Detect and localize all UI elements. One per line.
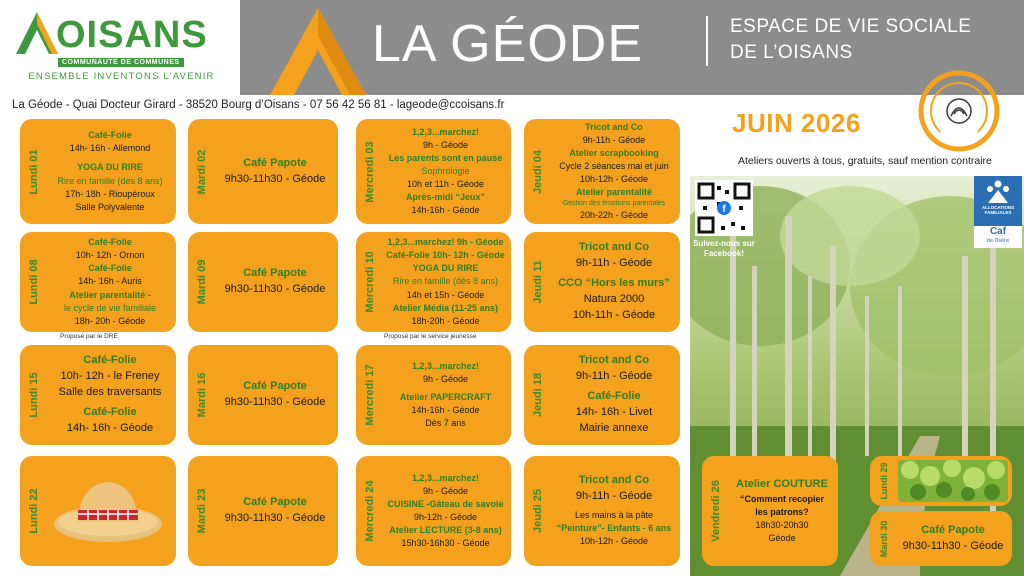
event-title: Café-Folie [587,390,641,403]
day-label: Jeudi 04 [532,149,544,194]
event-time: 9h-11h - Géode [575,257,653,270]
event-detail: Natura 2000 [583,292,645,305]
event-time: 9h30-11h30 - Géode [224,172,326,185]
event-time: 10h-12h - Géode [579,536,649,547]
caf-allocations-text: ALLOCATIONS FAMILIALES [981,205,1015,215]
event-time: 9h30-11h30 - Géode [224,283,326,295]
event-title: Café Papote [243,267,307,280]
day-card-vendredi-26 [702,456,838,566]
day-label: Vendredi 26 [710,480,722,542]
event-title: Atelier parentalité - [69,289,151,300]
event-time: 15h30-16h30 - Géode [401,538,490,549]
day-label: Jeudi 11 [532,260,544,304]
day-label: Lundi 22 [28,488,40,534]
event-detail: le cycle de vie familiale [63,302,157,313]
header-subtitle-line1: ESPACE DE VIE SOCIALE [730,16,972,37]
day-card-mardi-23 [188,456,338,566]
day-card-lundi-08 [20,232,176,332]
day-card-jeudi-11 [524,232,680,332]
day-label: Lundi 29 [879,462,889,500]
event-time: 14h- 16h - Auris [78,276,142,287]
qr-code-icon [695,180,753,236]
event-time: 9h-11h - Géode [575,370,653,383]
event-time: 9h-11h - Géode [575,490,653,503]
page-title: LA GÉODE [372,15,643,73]
event-time: 9h30-11h30 - Géode [224,512,326,524]
day-card-lundi-15 [20,345,176,445]
day-card-mercredi-24 [356,456,511,566]
event-time: 18h30-20h30 [755,519,809,530]
event-title: Atelier PAPERCRAFT [399,391,492,402]
event-time: 20h-22h - Géode [579,210,649,221]
header-subtitle-line2: DE L’OISANS [730,42,853,63]
event-title: Café-Folie [88,130,132,141]
event-time: 9h - Géode [422,139,469,150]
event-location: Salle Polyvalente [75,201,145,212]
event-time: 14h-16h - Géode [411,205,480,216]
day-card-mercredi-10 [356,232,511,332]
day-card-mardi-30 [870,511,1012,566]
day-card-mardi-16 [188,345,338,445]
event-title: 1,2,3...marchez! 9h - Géode [387,237,504,248]
event-title: Café Papote [243,156,307,169]
event-location: Géode [768,533,796,544]
straw-hat-icon [52,474,164,546]
event-title: 1,2,3...marchez! [411,472,480,483]
caf-name: Caf [989,226,1007,237]
event-detail: “Peinture”- Enfants - 6 ans [556,523,672,534]
day-card-jeudi-04 [524,119,680,224]
day-card-mercredi-17 [356,345,511,445]
event-time: 10h et 11h - Géode [407,179,484,190]
event-detail: Sophrologie [421,165,470,176]
geode-circle-logo [918,70,1000,152]
plants-image [898,460,1008,502]
day-card-lundi-22 [20,456,176,566]
event-time: 9h30-11h30 - Géode [902,539,1004,552]
event-time: 9h-11h - Géode [582,134,646,145]
event-title: Tricot and Co [578,474,650,487]
month-title: JUIN 2026 [732,108,861,138]
event-detail: les patrons? [755,506,809,517]
event-time: 14h- 16h - Allemond [69,143,151,154]
day-label: Mardi 09 [196,259,208,305]
event-time: 9h - Géode [422,485,469,496]
facebook-follow-text: Suivez-nous sur Facebook! [693,239,755,258]
event-location: Salle des traversants [58,386,162,399]
event-time: 14h- 16h - Livet [575,405,653,418]
facebook-qr-code[interactable] [695,180,753,236]
event-time: 14h et 15h - Géode [406,289,485,300]
event-note: Proposé par le service jeunesse [384,333,477,340]
event-detail: Gestion des émotions parentales [562,200,666,208]
caf-region: de l'Isère [986,238,1010,244]
event-title: Après-midi “Jeux” [405,192,486,203]
event-title: Atelier COUTURE [736,477,828,490]
event-time: 9h30-11h30 - Géode [224,396,326,408]
event-title: Atelier parentalité [575,187,653,197]
event-title: Atelier LECTURE (3-8 ans) [389,525,502,536]
event-time: 9h - Géode [422,373,469,384]
event-detail: Dès 7 ans [425,418,466,429]
caf-logo [974,176,1022,248]
event-title: YOGA DU RIRE [77,162,143,173]
event-title: Café-Folie [83,354,137,367]
oisans-mountain-icon [14,8,60,56]
event-title: Atelier Média (11-25 ans) [392,302,499,313]
ateliers-notice: Ateliers ouverts à tous, gratuits, sauf mention contraire [738,155,992,167]
contact-address: La Géode - Quai Docteur Girard - 38520 Bourg d’Oisans - 07 56 42 56 81 - lageode@ccoisans.fr [12,99,505,111]
day-label: Lundi 08 [28,259,40,305]
event-title: Tricot and Co [578,354,650,367]
event-title: Café Papote [921,523,985,536]
event-time: 14h- 16h - Géode [66,421,154,434]
day-label: Mercredi 17 [364,364,376,426]
oisans-name: OISANS [56,14,208,56]
day-label: Mercredi 24 [364,480,376,542]
day-label: Mardi 30 [879,520,889,557]
event-title: Café-Folie [88,263,132,274]
event-title: Tricot and Co [585,121,643,132]
day-label: Lundi 15 [28,372,40,418]
event-time: 14h-16h - Géode [411,405,480,416]
svg-text:f: f [722,204,726,215]
event-time: 17h- 18h - Rioupéroux [65,188,155,199]
family-icon [984,179,1012,205]
event-title: Café-Folie [88,237,132,248]
day-card-jeudi-18 [524,345,680,445]
event-title: Atelier scrapbooking [569,147,659,158]
day-card-mercredi-03 [356,119,511,224]
event-title: Café-Folie [83,405,137,418]
day-label: Mardi 16 [196,372,208,418]
event-time: 9h-12h - Géode [413,512,478,522]
day-label: Mardi 23 [196,488,208,534]
oisans-logo [14,4,229,90]
day-card-mardi-09 [188,232,338,332]
event-title: 1,2,3...marchez! [411,360,480,371]
geode-mountain-icon [240,0,380,95]
event-title: Café Papote [243,496,307,509]
day-card-lundi-29 [870,456,1012,506]
event-detail: Rire en famille (dès 8 ans) [57,175,163,186]
event-title: Les parents sont en pause [388,152,503,163]
event-note: Proposé par le DRE [60,333,118,340]
event-title: Café-Folie 10h- 12h - Géode [386,250,505,261]
day-card-jeudi-25 [524,456,680,566]
day-label: Mercredi 03 [364,140,376,203]
event-title: Tricot and Co [578,241,650,254]
event-detail: Rire en famille (dès 8 ans) [392,276,499,287]
day-label: Mardi 02 [196,149,208,194]
event-title: YOGA DU RIRE [412,263,479,274]
day-card-mardi-02 [188,119,338,224]
oisans-subtitle: COMMUNAUTÉ DE COMMUNES [58,58,184,67]
event-time: 10h- 12h - Ornon [75,250,145,261]
event-detail: “Comment recopier [739,493,825,504]
event-title: CCO “Hors les murs” [558,277,670,290]
event-title: Café Papote [243,380,307,393]
day-label: Jeudi 25 [532,488,544,534]
day-label: Lundi 01 [28,148,40,195]
event-time: 10h-12h - Géode [579,173,649,184]
event-time: 18h-20h - Géode [411,315,480,326]
event-title: Les mains à la pâte [574,510,654,521]
day-label: Jeudi 18 [532,372,544,418]
event-time: 18h- 20h - Géode [74,315,146,326]
event-title: 1,2,3...marchez! [411,126,480,137]
header-divider [706,16,708,66]
event-location: Mairie annexe [579,421,649,434]
day-card-lundi-01 [20,119,176,224]
oisans-tagline: ENSEMBLE INVENTONS L’AVENIR [28,71,215,82]
event-title: CUISINE -Gâteau de savoie [387,498,504,509]
day-label: Mercredi 10 [364,251,376,313]
event-time: 10h-11h - Géode [572,308,656,321]
event-time: 10h- 12h - le Freney [60,370,160,383]
event-detail: Cycle 2 séances mai et juin [559,160,669,171]
